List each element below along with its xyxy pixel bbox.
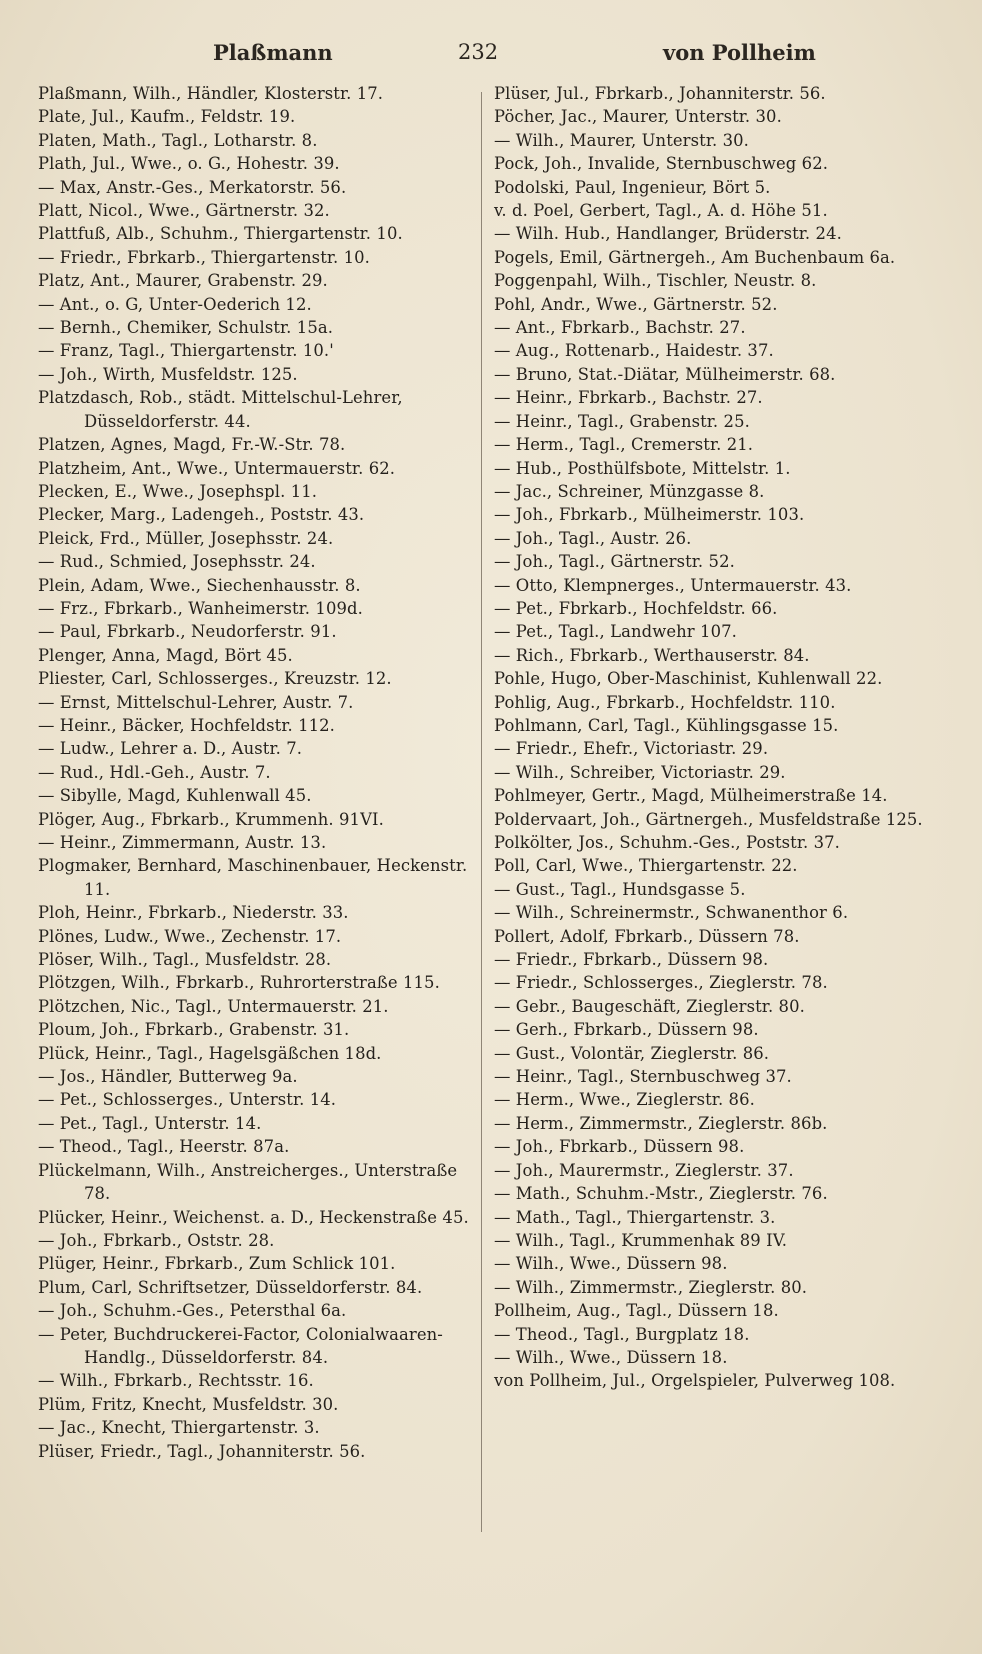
directory-entry: — Pet., Fbrkarb., Hochfeldstr. 66. [494,598,778,618]
directory-entry: — Hub., Posthülfsbote, Mittelstr. 1. [494,458,791,478]
directory-entry: Pock, Joh., Invalide, Sternbuschweg 62. [494,154,829,174]
directory-entry: — Joh., Tagl., Gärtnerstr. 52. [494,552,735,572]
directory-entry: — Heinr., Bäcker, Hochfeldstr. 112. [38,715,335,735]
directory-entry: Platzdasch, Rob., städt. Mittelschul-Lehrer, Düsseldorferstr. 44. [38,388,403,431]
directory-entry: Plötzgen, Wilh., Fbrkarb., Ruhrorterstraße 115. [38,973,440,993]
directory-entry: Platzheim, Ant., Wwe., Untermauerstr. 62. [38,458,396,478]
directory-entry: — Heinr., Tagl., Sternbuschweg 37. [494,1067,792,1087]
directory-entry: Ploh, Heinr., Fbrkarb., Niederstr. 33. [38,903,349,923]
directory-entry: Plecken, E., Wwe., Josephspl. 11. [38,481,318,501]
directory-entry: Pollert, Adolf, Fbrkarb., Düssern 78. [494,926,800,946]
directory-entry: — Gust., Tagl., Hundsgasse 5. [494,879,746,899]
directory-entry: — Theod., Tagl., Burgplatz 18. [494,1324,750,1344]
directory-entry: Platt, Nicol., Wwe., Gärtnerstr. 32. [38,201,330,221]
directory-entry: Plüser, Friedr., Tagl., Johanniterstr. 56. [38,1441,366,1461]
directory-entry: — Heinr., Fbrkarb., Bachstr. 27. [494,388,763,408]
directory-entry: — Wilh., Wwe., Düssern 98. [494,1254,728,1274]
page-number: 232 [458,40,499,64]
directory-entry: — Frz., Fbrkarb., Wanheimerstr. 109d. [38,598,363,618]
directory-entry: Platen, Math., Tagl., Lotharstr. 8. [38,130,318,150]
directory-entry: — Ant., Fbrkarb., Bachstr. 27. [494,318,746,338]
directory-entry: — Otto, Klempnerges., Untermauerstr. 43. [494,575,852,595]
left-column [38,82,474,1463]
directory-entry: Pogels, Emil, Gärtnergeh., Am Buchenbaum 6a. [494,247,896,267]
directory-entry: — Rud., Hdl.-Geh., Austr. 7. [38,762,271,782]
directory-entry: — Wilh., Fbrkarb., Rechtsstr. 16. [38,1371,314,1391]
directory-entry: — Herm., Tagl., Cremerstr. 21. [494,435,754,455]
directory-entry: — Heinr., Zimmermann, Austr. 13. [38,833,327,852]
directory-entry: — Pet., Tagl., Landwehr 107. [494,622,737,642]
directory-entry: — Joh., Schuhm.-Ges., Petersthal 6a. [38,1301,347,1321]
directory-entry: Plücker, Heinr., Weichenst. a. D., Heckenstraße 45. [38,1207,469,1227]
directory-entry: Plaßmann, Wilh., Händler, Klosterstr. 17. [38,84,384,103]
directory-entry: — Paul, Fbrkarb., Neudorferstr. 91. [38,622,337,642]
directory-entry: — Herm., Zimmermstr., Zieglerstr. 86b. [494,1113,828,1133]
directory-entry: Pohlmeyer, Gertr., Magd, Mülheimerstraße 14. [494,786,888,806]
directory-entry: Poldervaart, Joh., Gärtnergeh., Musfeldstraße 125. [494,809,923,829]
directory-entry: — Wilh., Schreiber, Victoriastr. 29. [494,762,786,782]
directory-entry: — Gust., Volontär, Zieglerstr. 86. [494,1043,770,1063]
directory-entry: — Joh., Fbrkarb., Mülheimerstr. 103. [494,505,805,525]
directory-entry: Plöser, Wilh., Tagl., Musfeldstr. 28. [38,950,332,970]
directory-entry: — Joh., Tagl., Austr. 26. [494,528,692,548]
directory-entry: Polkölter, Jos., Schuhm.-Ges., Poststr. 37. [494,833,840,852]
directory-entry: — Joh., Fbrkarb., Oststr. 28. [38,1230,275,1250]
directory-entry: — Pet., Tagl., Unterstr. 14. [38,1113,262,1133]
directory-entry: Podolski, Paul, Ingenieur, Bört 5. [494,177,771,197]
directory-entry: — Wilh., Tagl., Krummenhak 89 IV. [494,1230,788,1250]
directory-entry: — Wilh., Wwe., Düssern 18. [494,1347,728,1367]
directory-entry: — Gebr., Baugeschäft, Zieglerstr. 80. [494,996,805,1016]
directory-entry: — Aug., Rottenarb., Haidestr. 37. [494,341,774,361]
directory-entry: Plattfuß, Alb., Schuhm., Thiergartenstr. 10. [38,224,403,244]
directory-entry: Pollheim, Aug., Tagl., Düssern 18. [494,1301,779,1321]
header-last-name: von Pollheim [663,40,816,65]
directory-entry: — Wilh., Zimmermstr., Zieglerstr. 80. [494,1277,808,1297]
directory-entry: — Ant., o. G, Unter-Oederich 12. [38,294,312,314]
directory-entry: Plönes, Ludw., Wwe., Zechenstr. 17. [38,926,342,946]
directory-entry: Plenger, Anna, Magd, Bört 45. [38,645,293,665]
directory-entry: Plogmaker, Bernhard, Maschinenbauer, Heckenstr. 11. [38,856,468,899]
directory-entry: von Pollheim, Jul., Orgelspieler, Pulverweg 108. [494,1371,896,1391]
page-header [38,40,944,74]
directory-entry: Pleick, Frd., Müller, Josephsstr. 24. [38,528,334,548]
directory-entry: — Heinr., Tagl., Grabenstr. 25. [494,411,750,431]
directory-entry: Plate, Jul., Kaufm., Feldstr. 19. [38,107,296,127]
directory-entry: Plein, Adam, Wwe., Siechenhausstr. 8. [38,575,361,595]
directory-entry: Pliester, Carl, Schlosserges., Kreuzstr. 12. [38,669,392,689]
directory-entry: — Joh., Wirth, Musfeldstr. 125. [38,364,298,384]
directory-entry: — Jac., Schreiner, Münzgasse 8. [494,481,765,501]
directory-entry: Plöger, Aug., Fbrkarb., Krummenh. 91VI. [38,809,384,829]
header-first-name: Plaßmann [213,40,333,65]
directory-entry: Poggenpahl, Wilh., Tischler, Neustr. 8. [494,271,817,291]
column-divider [481,92,482,1532]
directory-entry: — Math., Tagl., Thiergartenstr. 3. [494,1207,776,1227]
directory-entry: Plückelmann, Wilh., Anstreicherges., Unterstraße 78. [38,1160,458,1204]
directory-entry: Plüm, Fritz, Knecht, Musfeldstr. 30. [38,1394,339,1414]
directory-entry: Ploum, Joh., Fbrkarb., Grabenstr. 31. [38,1020,350,1040]
directory-entry: — Peter, Buchdruckerei-Factor, Colonialwaaren-Handlg., Düsseldorferstr. 84. [38,1324,443,1367]
directory-entry: — Friedr., Schlosserges., Zieglerstr. 78. [494,973,828,993]
directory-entry: Plüger, Heinr., Fbrkarb., Zum Schlick 101. [38,1254,396,1274]
directory-entry: — Math., Schuhm.-Mstr., Zieglerstr. 76. [494,1184,828,1204]
directory-entry: — Pet., Schlosserges., Unterstr. 14. [38,1090,337,1110]
directory-entry: Pohle, Hugo, Ober-Maschinist, Kuhlenwall 22. [494,669,883,689]
directory-entry: Pohlmann, Carl, Tagl., Kühlingsgasse 15. [494,715,839,735]
directory-entry: — Friedr., Fbrkarb., Düssern 98. [494,950,769,970]
directory-entry: — Ludw., Lehrer a. D., Austr. 7. [38,739,303,759]
directory-entry: — Max, Anstr.-Ges., Merkatorstr. 56. [38,177,347,197]
directory-entry: — Wilh. Hub., Handlanger, Brüderstr. 24. [494,224,842,244]
directory-entry: — Sibylle, Magd, Kuhlenwall 45. [38,786,312,806]
directory-entry: Platz, Ant., Maurer, Grabenstr. 29. [38,271,328,291]
directory-entry: Plötzchen, Nic., Tagl., Untermauerstr. 21. [38,996,389,1016]
directory-entry: — Bruno, Stat.-Diätar, Mülheimerstr. 68. [494,364,836,384]
directory-entry: Plum, Carl, Schriftsetzer, Düsseldorferstr. 84. [38,1277,423,1297]
directory-entry: Pohl, Andr., Wwe., Gärtnerstr. 52. [494,294,778,314]
directory-entry: — Friedr., Fbrkarb., Thiergartenstr. 10. [38,247,370,267]
directory-entry: — Joh., Fbrkarb., Düssern 98. [494,1137,745,1157]
directory-entry: — Rich., Fbrkarb., Werthauserstr. 84. [494,645,810,665]
directory-entry: — Theod., Tagl., Heerstr. 87a. [38,1137,290,1157]
directory-entry: Plath, Jul., Wwe., o. G., Hohestr. 39. [38,154,340,174]
directory-entry: — Ernst, Mittelschul-Lehrer, Austr. 7. [38,692,354,712]
directory-entry: v. d. Poel, Gerbert, Tagl., A. d. Höhe 51. [494,201,828,221]
directory-entry: Poll, Carl, Wwe., Thiergartenstr. 22. [494,856,798,876]
directory-entry: — Bernh., Chemiker, Schulstr. 15a. [38,318,334,338]
directory-entry: — Wilh., Schreinermstr., Schwanenthor 6. [494,903,849,923]
directory-entry: Pöcher, Jac., Maurer, Unterstr. 30. [494,107,782,127]
directory-entry: — Joh., Maurermstr., Zieglerstr. 37. [494,1160,794,1180]
directory-entry: — Rud., Schmied, Josephsstr. 24. [38,552,316,572]
directory-entry: Pohlig, Aug., Fbrkarb., Hochfeldstr. 110. [494,692,836,712]
directory-entry: — Jac., Knecht, Thiergartenstr. 3. [38,1418,320,1438]
directory-entry: — Gerh., Fbrkarb., Düssern 98. [494,1020,759,1040]
directory-entry: — Franz, Tagl., Thiergartenstr. 10.' [38,341,334,361]
directory-entry: Plück, Heinr., Tagl., Hagelsgäßchen 18d. [38,1043,382,1063]
directory-entry: — Wilh., Maurer, Unterstr. 30. [494,130,749,150]
directory-entry: — Herm., Wwe., Zieglerstr. 86. [494,1090,755,1110]
directory-entry: Platzen, Agnes, Magd, Fr.-W.-Str. 78. [38,435,346,455]
directory-entry: — Jos., Händler, Butterweg 9a. [38,1067,298,1087]
directory-entry: Plecker, Marg., Ladengeh., Poststr. 43. [38,505,365,525]
directory-entry: Plüser, Jul., Fbrkarb., Johanniterstr. 56. [494,84,826,103]
directory-entry: — Friedr., Ehefr., Victoriastr. 29. [494,739,769,759]
right-column [494,82,946,1393]
